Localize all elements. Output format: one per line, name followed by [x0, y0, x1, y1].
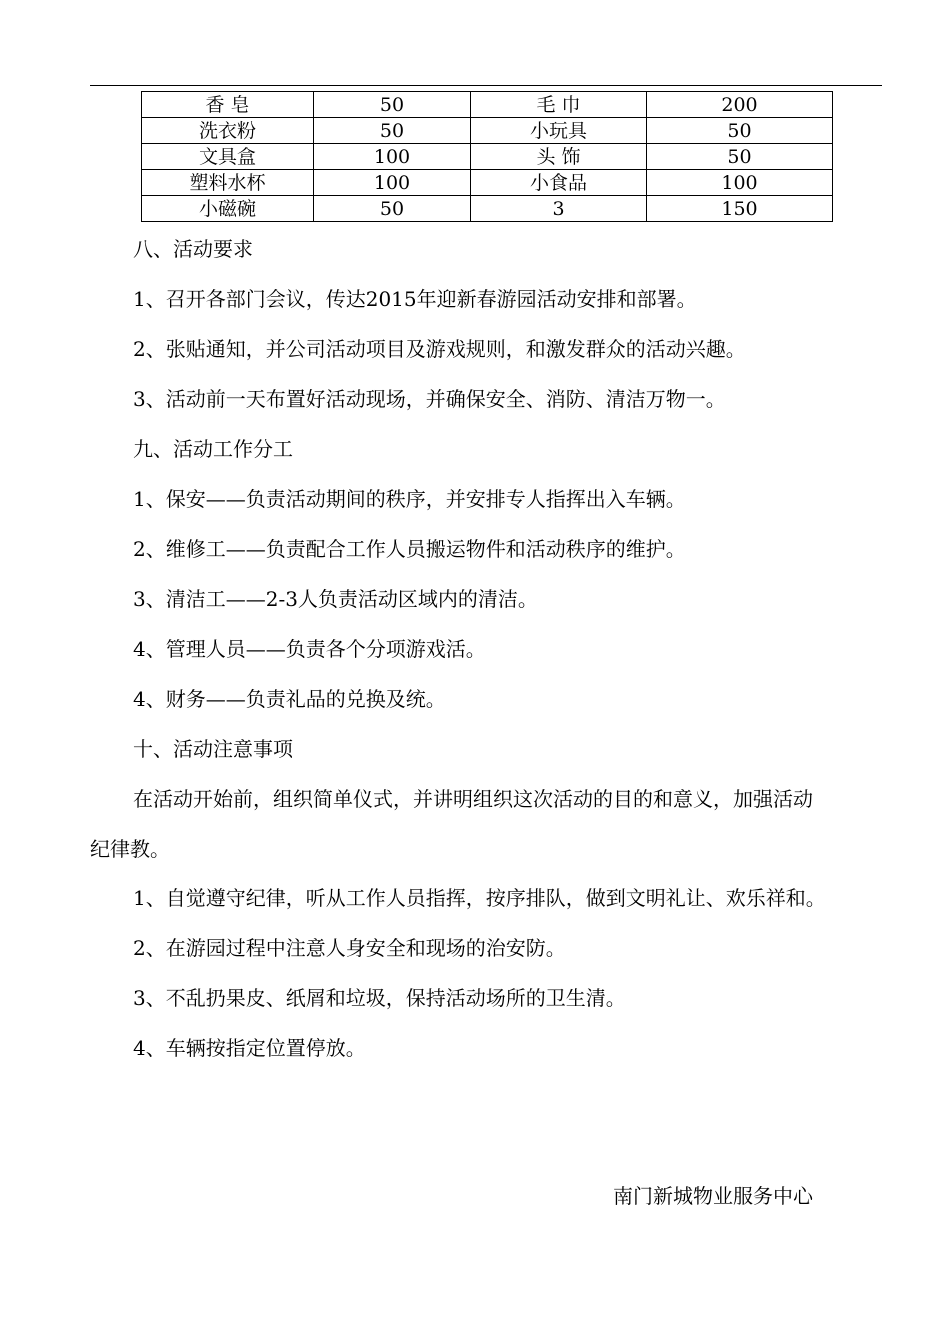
section-8-item-2: 2、张贴通知，并公司活动项目及游戏规则，和激发群众的活动兴趣。	[133, 337, 746, 361]
table-cell: 头 饰	[471, 144, 647, 170]
section-9-item-5: 4、财务——负责礼品的兑换及统。	[133, 687, 446, 711]
section-8-heading: 八、活动要求	[133, 237, 253, 261]
table-row	[142, 170, 833, 196]
table-row	[142, 92, 833, 118]
table-cell: 100	[647, 170, 833, 196]
section-10-item-4: 4、车辆按指定位置停放。	[133, 1036, 366, 1060]
table-cell: 文具盒	[142, 144, 314, 170]
signature: 南门新城物业服务中心	[613, 1184, 813, 1208]
section-9-item-3: 3、清洁工——2-3人负责活动区域内的清洁。	[133, 587, 538, 611]
section-9-item-4: 4、管理人员——负责各个分项游戏活。	[133, 637, 486, 661]
table-cell: 小磁碗	[142, 196, 314, 222]
table-cell: 小食品	[471, 170, 647, 196]
table-cell: 50	[314, 92, 471, 118]
section-10-item-1: 1、自觉遵守纪律，听从工作人员指挥，按序排队，做到文明礼让、欢乐祥和。	[133, 886, 826, 910]
section-9-heading: 九、活动工作分工	[133, 437, 293, 461]
table-cell: 小玩具	[471, 118, 647, 144]
table-cell: 150	[647, 196, 833, 222]
table-cell: 香 皂	[142, 92, 314, 118]
section-9-item-2: 2、维修工——负责配合工作人员搬运物件和活动秩序的维护。	[133, 537, 686, 561]
section-10-item-3: 3、不乱扔果皮、纸屑和垃圾，保持活动场所的卫生清。	[133, 986, 626, 1010]
section-10-heading: 十、活动注意事项	[133, 737, 293, 761]
section-8-item-3: 3、活动前一天布置好活动现场，并确保安全、消防、清洁万物一。	[133, 387, 726, 411]
table-row	[142, 118, 833, 144]
table-row	[142, 196, 833, 222]
prize-table	[141, 91, 833, 222]
section-10-item-2: 2、在游园过程中注意人身安全和现场的治安防。	[133, 936, 566, 960]
table-cell: 洗衣粉	[142, 118, 314, 144]
table-cell: 100	[314, 144, 471, 170]
table-cell: 塑料水杯	[142, 170, 314, 196]
table-row	[142, 144, 833, 170]
section-10-intro-line-1: 在活动开始前，组织简单仪式，并讲明组织这次活动的目的和意义，加强活动	[133, 787, 813, 811]
table-cell: 50	[647, 118, 833, 144]
table-cell: 100	[314, 170, 471, 196]
table-cell: 50	[314, 118, 471, 144]
table-cell: 50	[647, 144, 833, 170]
table-cell: 50	[314, 196, 471, 222]
table-cell: 200	[647, 92, 833, 118]
header-rule	[90, 85, 882, 86]
table-cell: 毛 巾	[471, 92, 647, 118]
section-10-intro-line-2: 纪律教。	[90, 837, 170, 861]
section-8-item-1: 1、召开各部门会议，传达2015年迎新春游园活动安排和部署。	[133, 287, 697, 311]
table-cell: 3	[471, 196, 647, 222]
section-9-item-1: 1、保安——负责活动期间的秩序，并安排专人指挥出入车辆。	[133, 487, 686, 511]
